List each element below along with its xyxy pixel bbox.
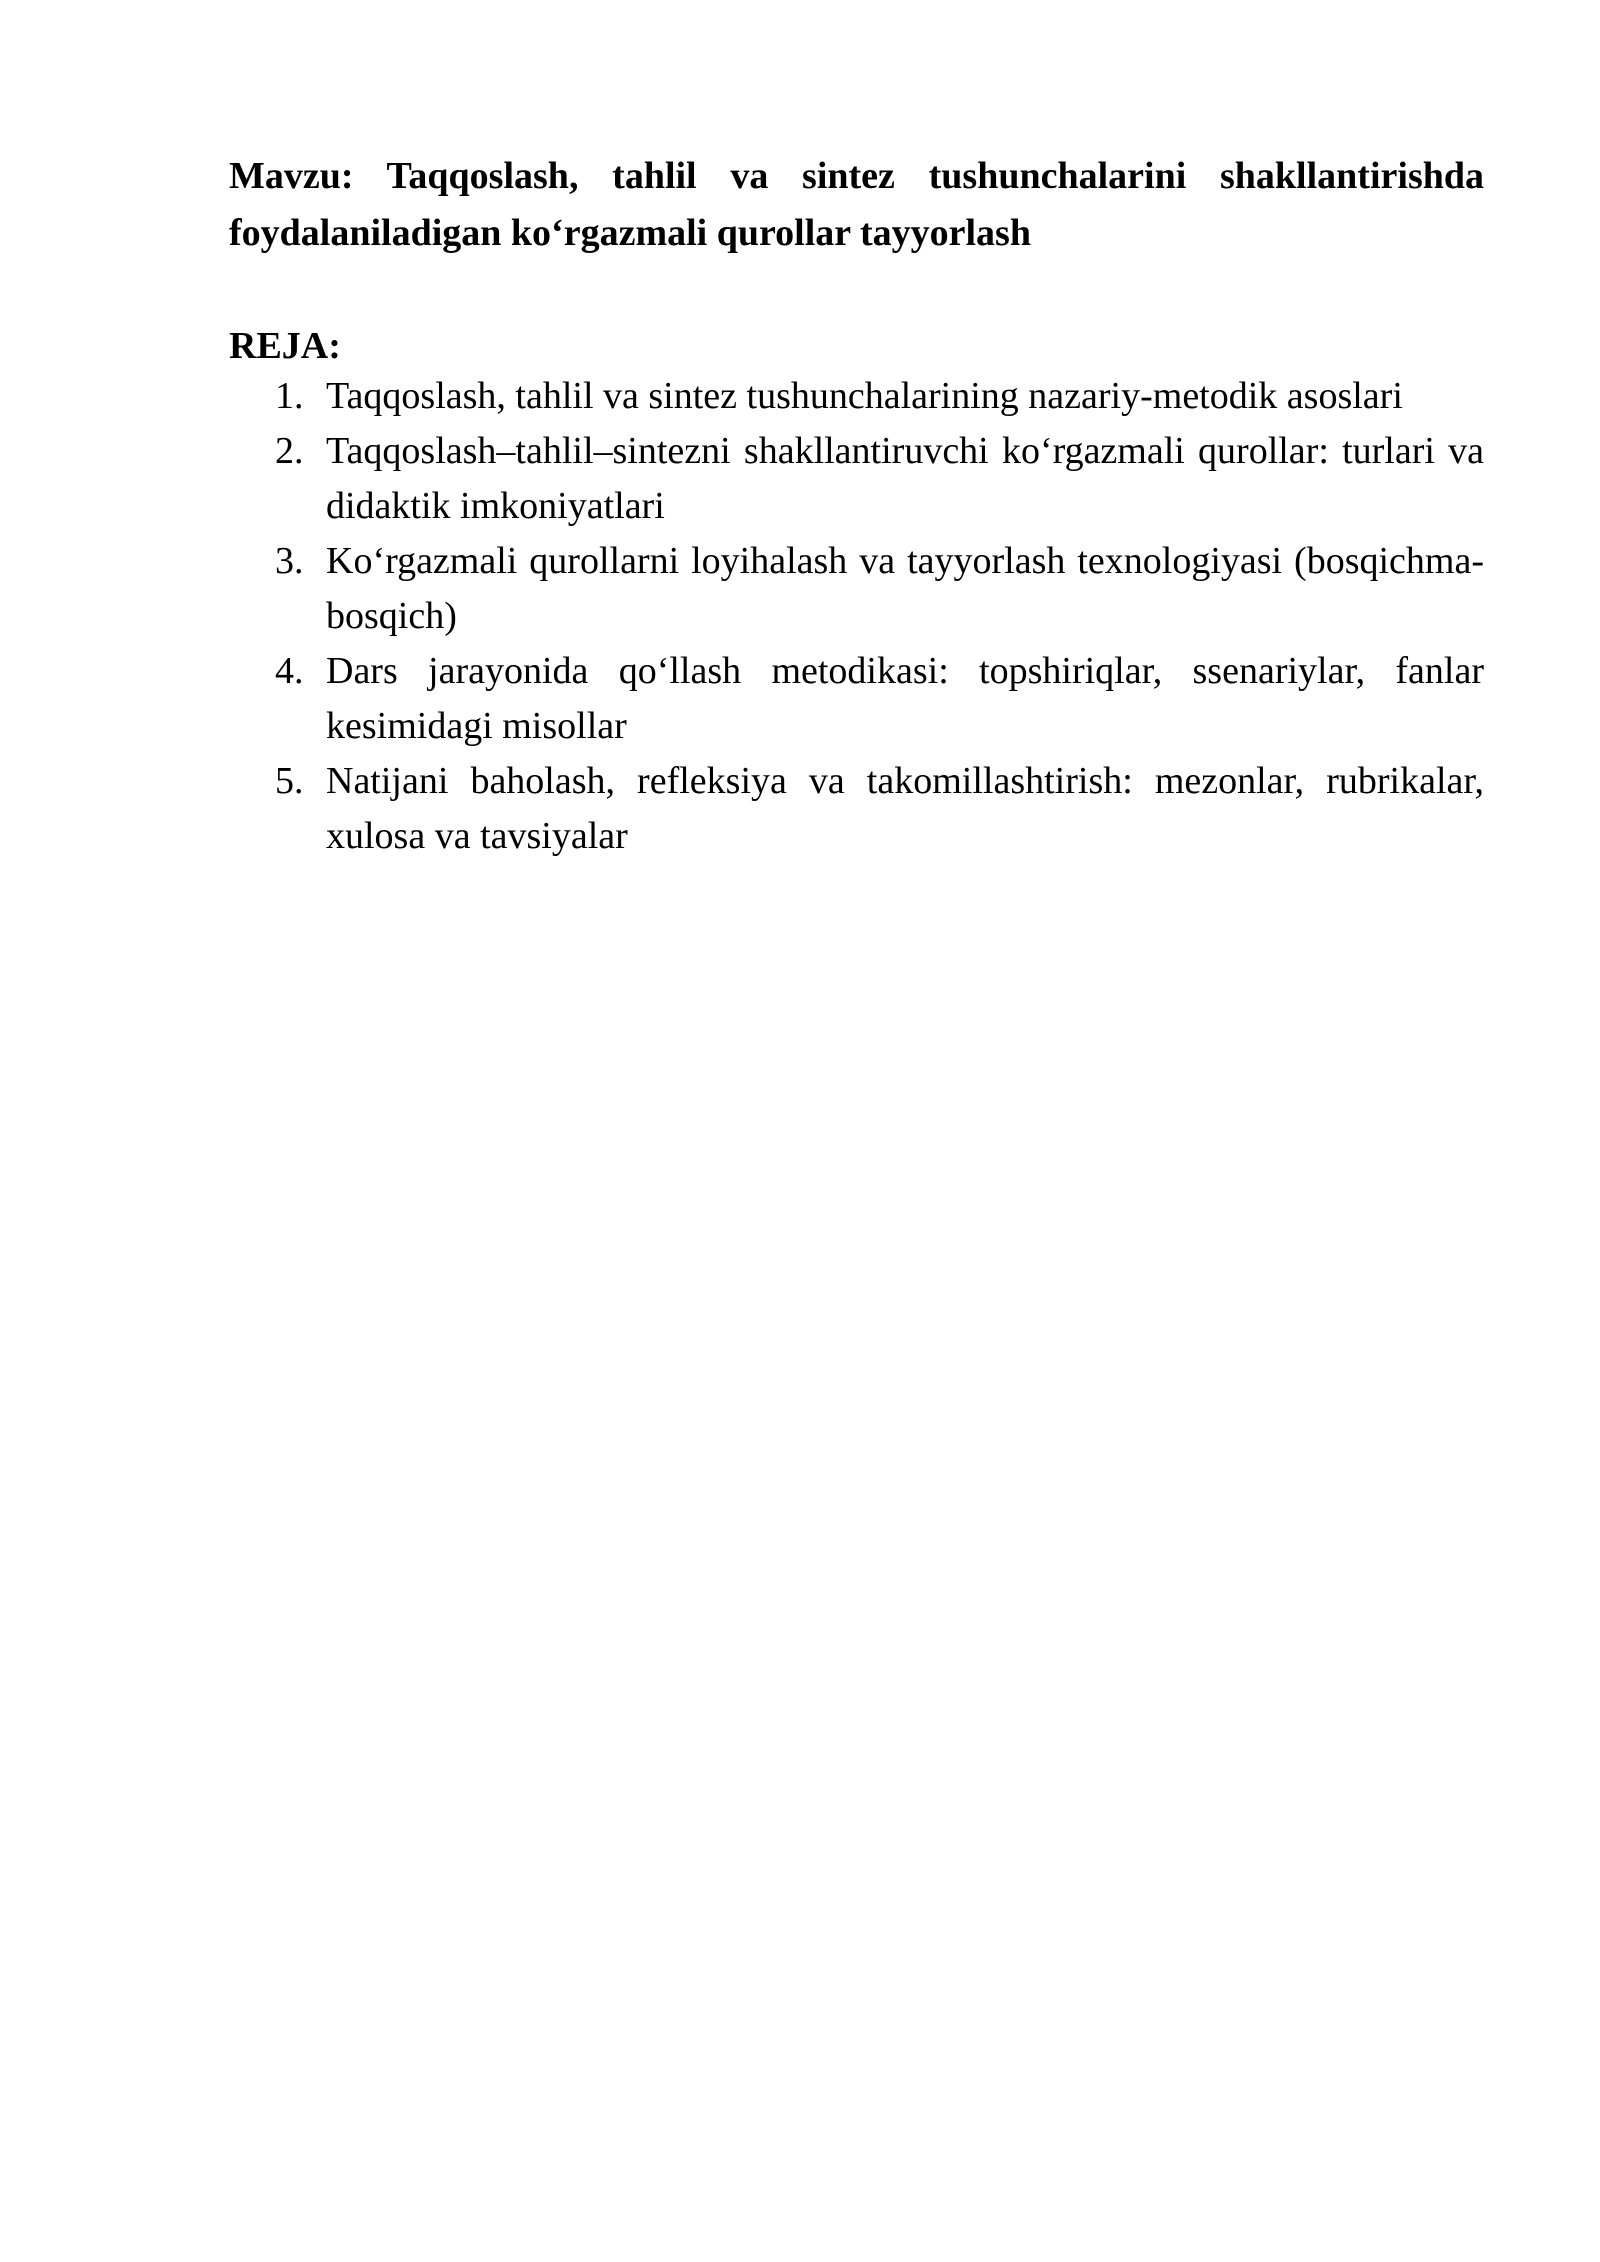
plan-item [229,754,1484,864]
plan-heading: REJA: [229,325,341,367]
plan-item-text: Dars jarayonida qo‘llash metodikasi: topshiriqlar, ssenariylar, fanlar kesimidagi misollar [326,650,1484,747]
plan-item-number: 5. [275,760,304,802]
plan-item-text: Taqqoslash–tahlil–sintezni shakllantiruvchi ko‘rgazmali qurollar: turlari va didaktik imkoniyatlari [326,430,1484,527]
plan-item-text: Natijani baholash, refleksiya va takomillashtirish: mezonlar, rubrikalar, xulosa va tavsiyalar [326,760,1484,857]
plan-item-text: Taqqoslash, tahlil va sintez tushunchalarining nazariy-metodik asoslari [326,375,1403,417]
plan-item [229,534,1484,644]
document-title: Mavzu: Taqqoslash, tahlil va sintez tushunchalarini shakllantirishda foydalaniladigan ko‘rgazmali qurollar tayyorlash [229,155,1484,254]
plan-item [229,369,1484,424]
plan-item-number: 4. [275,650,304,692]
plan-item-number: 3. [275,540,304,582]
plan-item [229,424,1484,534]
plan-item-number: 2. [275,430,304,472]
plan-item-number: 1. [275,375,304,417]
plan-item [229,644,1484,754]
plan-list [229,369,1484,864]
plan-item-text: Ko‘rgazmali qurollarni loyihalash va tayyorlash texnologiyasi (bosqichma-bosqich) [326,540,1484,637]
